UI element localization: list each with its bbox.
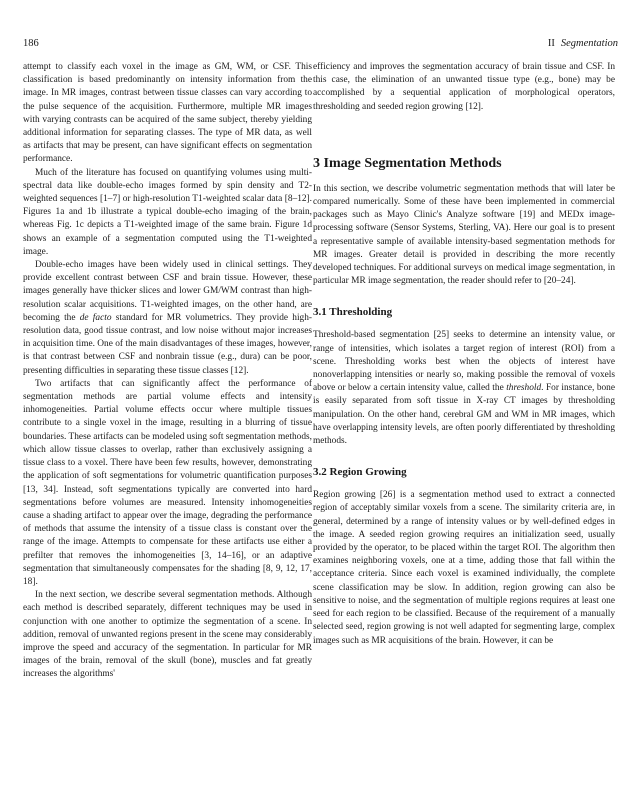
- page-number: 186: [23, 38, 39, 49]
- section-heading-methods: 3 Image Segmentation Methods: [313, 155, 502, 171]
- paragraph-thresholding: [313, 329, 615, 448]
- emphasis-de-facto: de facto: [79, 312, 112, 323]
- left-column: [23, 61, 312, 682]
- running-head: [548, 38, 618, 49]
- paragraph-continuation: efficiency and improves the segmentation accuracy of brain tissue and CSF. In this case, the elimination of an unwanted tissue type (e.g., bone) may be accomplished by a sequential application of morphological operators, thresholding and seeded region growing [12].: [313, 62, 615, 112]
- paragraph-methods-intro: In this section, we describe volumetric segmentation methods that will later be compared numerically. Some of these have been implemented in commercial packages such as Mayo Clinic's Analyze software [19] and MEDx image-processing software (Sensor Systems, Sterling, VA). Here our goal is to present a representative sample of available intensity-based segmentation methods for MR images. Greater detail is provided in describing the more recently developed techniques. For additional surveys on medical image segmentation, in particular MR image segmentation, the reader should refer to [20–24].: [313, 183, 615, 287]
- part-title: Segmentation: [560, 38, 618, 49]
- text-run: standard for MR volumetrics. They provide high-resolution data, good tissue contrast, and low noise without major increases in acquisition time. One of the main disadvantages of these images, however, is that contrast between CSF and nonbrain tissue (e.g., dura) can be poor, presenting difficulties in separating these tissue classes [12].: [23, 312, 313, 376]
- subsection-heading-thresholding: 3.1 Thresholding: [313, 306, 393, 319]
- subsection-heading-region-growing: 3.2 Region Growing: [313, 466, 407, 479]
- paragraph-tissue-classification: attempt to classify each voxel in the image as GM, WM, or CSF. This classification is based predominantly on intensity information from the image. In MR images, contrast between tissue classes can vary according to the pulse sequence of the acquisition. Furthermore, multiple MR images with varying contrasts can be acquired of the same subject, thereby yielding additional information for separating classes. The type of MR data, as well as artifacts that may be present, can have significant effects on segmentation performance.: [23, 62, 312, 165]
- part-numeral: II: [547, 38, 555, 49]
- right-column: [313, 61, 615, 648]
- paragraph-artifacts: Two artifacts that can significantly affect the performance of segmentation methods are partial volume effects and intensity inhomogeneities. Partial volume effects occur where multiple tissues contribute to a single voxel in the image, resulting in a blurring of tissue boundaries. These artifacts can be modeled using soft segmentation methods, which allow tissue classes to overlap, rather than exclusively assigning a tissue class to a voxel. There have been few results, however, demonstrating the application of soft segmentations for volumetric quantification purposes [13, 34]. Instead, soft segmentations typically are converted into hard segmentations before volumes are measured. Intensity inhomogeneities cause a shading artifact to appear over the image, degrading the performance of methods that assume the intensity of a tissue class is constant over the range of the image. Attempts to compensate for these artifacts use either a prefilter that removes the inhomogeneities [3, 14–16], or an adaptive segmentation that simultaneously compensates for the shading [8, 9, 12, 17, 18].: [23, 378, 312, 587]
- paragraph-next-section: In the next section, we describe several segmentation methods. Although each method is described separately, different techniques may be used in conjunction with one another to optimize the segmentation of a scene. In addition, removal of unwanted regions present in the scene may considerably improve the speed and accuracy of the segmentation. In particular for MR images of the brain, removal of the skull (bone), muscles and fat greatly increases the algorithms': [23, 590, 312, 680]
- paragraph-double-echo: [23, 259, 312, 378]
- emphasis-threshold: threshold: [506, 383, 542, 394]
- text-run: Threshold-based segmentation [25] seeks to determine an intensity value, or range of intensities, which isolates a target region of interest (ROI) from a scene. Thresholding works best when the objects of interest have nonoverlapping intensities or nearly so, making possible the removal of voxels above or below a certain intensity value, called the: [313, 330, 615, 394]
- text-run: Double-echo images have been widely used in clinical settings. They provide excellent contrast between CSF and brain tissue. However, these images generally have thicker slices and lower GM/WM contrast than high-resolution scalar acquisitions. T1-weighted images, on the other hand, are becoming the: [23, 260, 312, 323]
- paragraph-multispectral-data: Much of the literature has focused on quantifying volumes using multi-spectral data like double-echo images formed by spin density and T2-weighted sequences [1–7] or high-resolution T1-weighted scalar data [8–12]. Figures 1a and 1b illustrate a typical double-echo imaging of the brain, whereas Fig. 1c depicts a T1-weighted image of the same brain. Figure 1d shows an example of a segmentation computed using the T1-weighted image.: [23, 167, 312, 257]
- paragraph-region-growing: Region growing [26] is a segmentation method used to extract a connected region of acceptably similar voxels from a scene. The similarity criteria are, in general, determined by a range of intensity values or by well-defined edges in the image. A seeded region growing requires an initialization seed, usually provided by the operator, to be placed within the target ROI. The algorithm then examines neighboring voxels, one at a time, adding those that fall within the acceptance criteria. Since each voxel is examined individually, the complete scene classification may be slow. In addition, region growing can also be sensitive to noise, and the segmentation of multiple regions requires at least one seed for each region to be classified. Because of the requirement of a manually selected seed, region growing is not well adapted for segmenting large, complex images such as MR acquisitions of the brain. However, it can be: [313, 490, 615, 646]
- text-run: . For instance, bone is easily separated from soft tissue in X-ray CT images by thresholding manipulation. On the other hand, cerebral GM and WM in MR images, which have overlapping intensity levels, are often poorly differentiated by thresholding methods.: [313, 383, 615, 447]
